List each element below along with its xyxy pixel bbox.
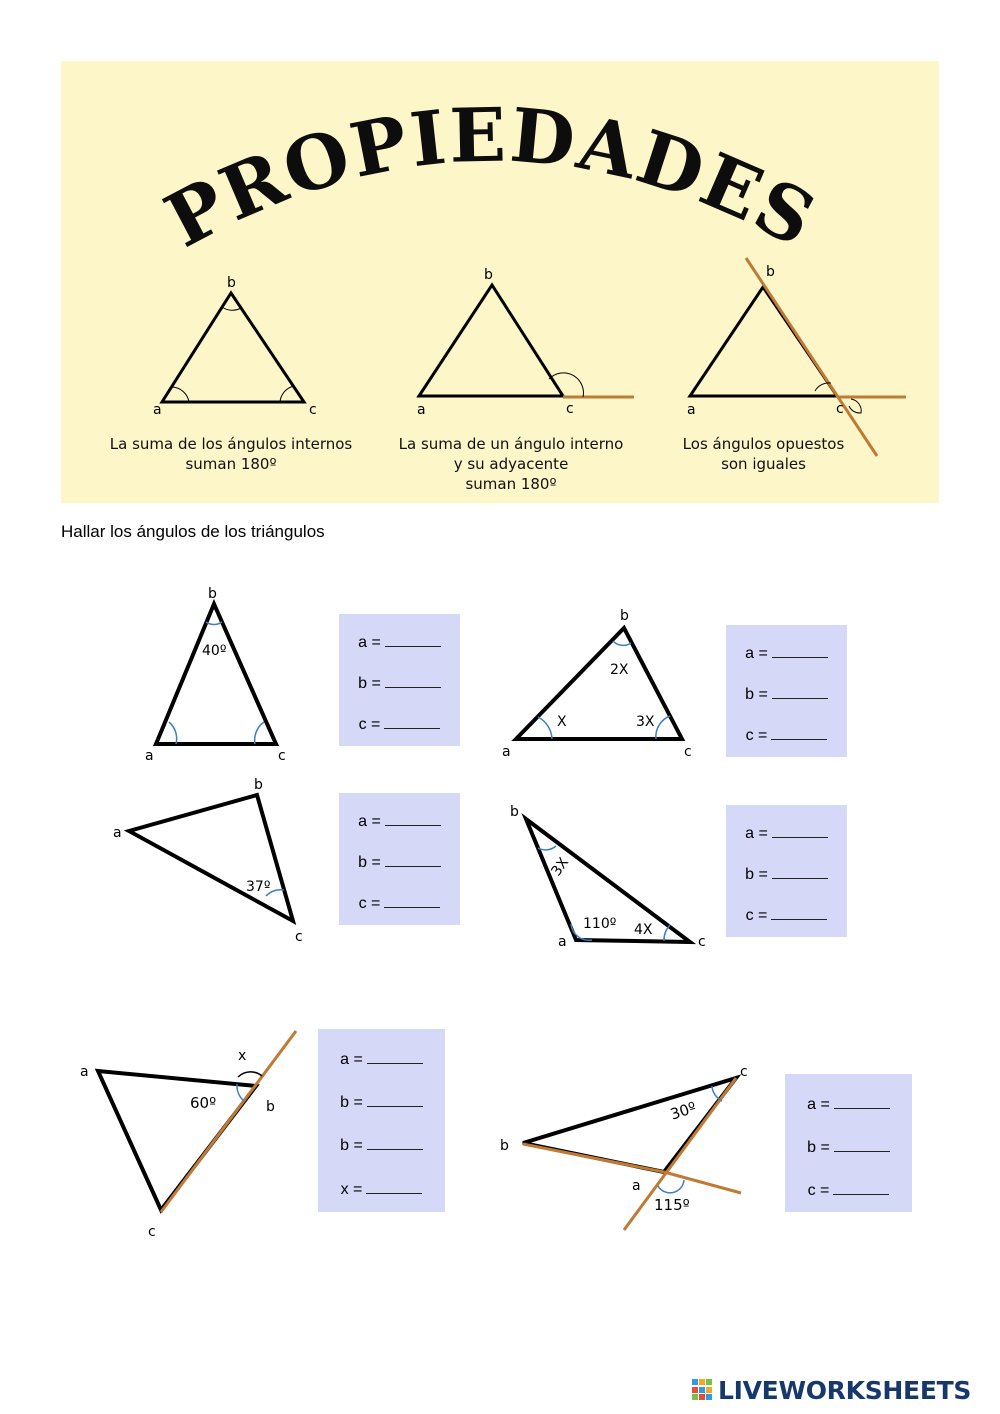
vertex-label-c: c [836,401,844,417]
banner-title: PROPIEDADES [152,92,830,265]
answer-blank[interactable] [772,684,828,699]
answer-blank[interactable] [367,1135,423,1150]
vertex-label-c: c [566,401,574,417]
answer-blank[interactable] [772,643,828,658]
answer-row-c: c = [726,725,847,745]
angle-label: X [557,714,567,730]
answer-box-5 [318,1029,445,1212]
answer-blank[interactable] [385,852,441,867]
property-1-text: La suma de los ángulos internos suman 180º [109,435,353,473]
exercise-3-triangle [113,777,303,945]
answer-box-3 [339,793,460,925]
answer-box-4 [726,805,847,937]
answer-blank[interactable] [366,1179,422,1194]
brand-name: LIVEWORKSHEETS [718,1375,972,1405]
answer-blank[interactable] [384,714,440,729]
exercise-2-triangle [502,608,692,760]
vertex-label-a: a [502,744,511,760]
vertex-label-a: a [558,934,567,950]
answer-box-1 [339,614,460,746]
answer-row-b: b = [339,673,460,693]
answer-row-b: b = [726,864,847,884]
liveworksheets-logo-icon [692,1379,714,1401]
angle-label: 110º [583,916,617,932]
answer-blank[interactable] [385,632,441,647]
vertex-label-b: b [510,804,519,820]
answer-blank[interactable] [367,1092,423,1107]
exercise-4-triangle [510,804,706,950]
answer-row-c: c = [785,1180,912,1200]
vertex-label-c: c [295,929,303,945]
vertex-label-c: c [148,1224,156,1240]
vertex-label-a: a [153,402,162,418]
vertex-label-b: b [484,267,493,283]
exercise-1-triangle [145,586,286,764]
angle-label: 40º [202,643,227,659]
answer-blank[interactable] [771,905,827,920]
vertex-label-a: a [113,825,122,841]
vertex-label-b: b [620,608,629,624]
vertex-label-c: c [309,402,317,418]
vertex-label-a: a [417,402,426,418]
answer-blank[interactable] [834,1137,890,1152]
answer-row-c: c = [339,893,460,913]
property-2-text: La suma de un ángulo interno y su adyacente suman 180º [398,435,624,493]
answer-row-a: a = [785,1094,912,1114]
vertex-label-b: b [266,1099,275,1115]
answer-row-c: c = [339,714,460,734]
answer-row-c: c = [726,905,847,925]
exterior-angle-label-x: x [238,1048,247,1064]
answer-blank[interactable] [367,1049,423,1064]
vertex-label-b: b [500,1138,509,1154]
vertex-label-a: a [80,1064,89,1080]
vertex-label-a: a [632,1178,641,1194]
angle-label: 3X [548,854,573,880]
answer-row-b: b = [785,1137,912,1157]
angle-label: 37º [246,879,271,895]
angle-label: 4X [634,922,653,938]
answer-row-a: a = [339,811,460,831]
answer-row-b: b = [339,852,460,872]
answer-blank[interactable] [385,811,441,826]
answer-row-b2: b = [318,1135,445,1155]
exercise-5-triangle [80,1031,296,1240]
answer-row-b: b = [318,1092,445,1112]
answer-row-x: x = [318,1179,445,1199]
angle-label: 2X [610,662,629,678]
vertex-label-c: c [278,748,286,764]
answer-row-b: b = [726,684,847,704]
angle-label: 30º [668,1098,699,1124]
exercise-6-triangle [500,1064,748,1230]
answer-blank[interactable] [385,673,441,688]
vertex-label-c: c [698,934,706,950]
answer-blank[interactable] [834,1094,890,1109]
instruction-text: Hallar los ángulos de los triángulos [61,522,325,541]
vertex-label-c: c [684,744,692,760]
brand-footer[interactable] [692,1374,971,1406]
answer-blank[interactable] [384,893,440,908]
answer-box-6 [785,1074,912,1212]
answer-box-2 [726,625,847,757]
answer-row-a: a = [339,632,460,652]
angle-label: 3X [636,714,655,730]
vertex-label-a: a [687,402,696,418]
answer-blank[interactable] [833,1180,889,1195]
angle-label: 115º [654,1196,690,1214]
answer-row-a: a = [726,823,847,843]
vertex-label-a: a [145,748,154,764]
vertex-label-b: b [208,586,217,602]
answer-blank[interactable] [772,864,828,879]
vertex-label-b: b [254,777,263,793]
vertex-label-b: b [766,264,775,280]
answer-row-a: a = [318,1049,445,1069]
answer-blank[interactable] [771,725,827,740]
answer-blank[interactable] [772,823,828,838]
angle-label: 60º [190,1094,217,1112]
vertex-label-b: b [227,275,236,291]
vertex-label-c: c [740,1064,748,1080]
answer-row-a: a = [726,643,847,663]
property-3-text: Los ángulos opuestos son iguales [682,435,845,473]
